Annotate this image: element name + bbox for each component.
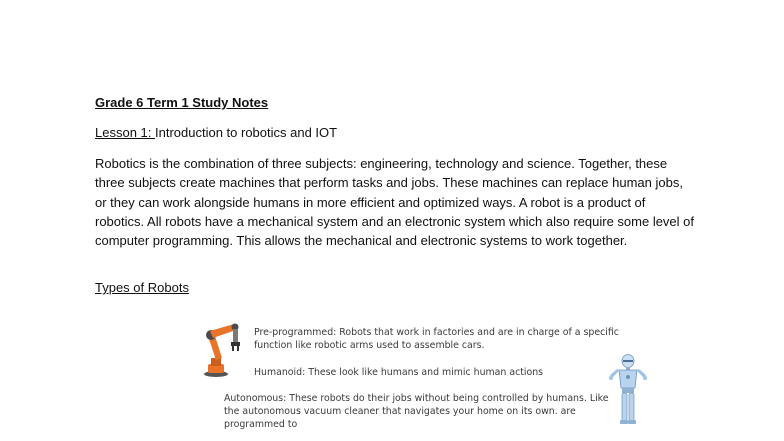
- autonomous-description: Autonomous: These robots do their jobs without being controlled by humans. Like the autonomous vacuum cleaner that navigates your home on its own. are programmed to: [224, 393, 609, 430]
- robot-types-figure: [190, 316, 650, 441]
- lesson-title: Introduction to robotics and IOT: [155, 125, 338, 140]
- robotic-arm-icon: [194, 318, 250, 378]
- lesson-label: Lesson 1:: [95, 125, 155, 140]
- humanoid-robot-icon: [608, 354, 648, 426]
- humanoid-description: Humanoid: These look like humans and mimic human actions: [254, 367, 544, 378]
- intro-paragraph: Robotics is the combination of three subjects: engineering, technology and science. Together, these three subjects create machines that perform tasks and jobs. These machines can replace human jobs, or they can work alongside humans in more efficient and optimized ways. A robot is a product of robotics. All robots have a mechanical system and an electronic system which also require some level of computer programming. This allows the mechanical and electronic systems to work together.: [95, 156, 695, 249]
- types-of-robots-heading: Types of Robots: [95, 280, 189, 295]
- document-title: Grade 6 Term 1 Study Notes: [95, 95, 269, 110]
- lesson-heading: [95, 125, 337, 140]
- preprogrammed-description: Pre-programmed: Robots that work in factories and are in charge of a specific function like robotic arms used to assemble cars.: [254, 327, 619, 351]
